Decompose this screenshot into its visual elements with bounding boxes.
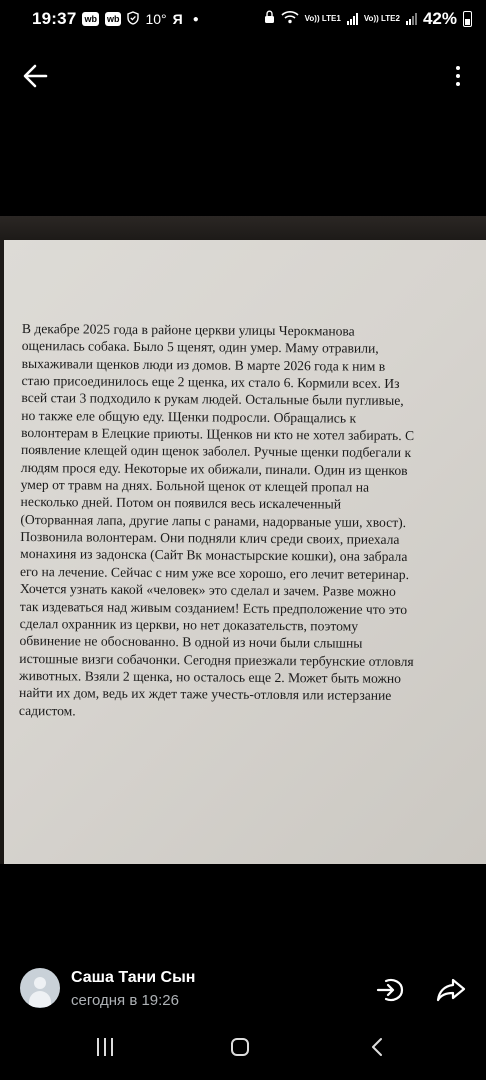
shield-icon: [127, 11, 139, 28]
recent-apps-icon[interactable]: [94, 1038, 116, 1060]
more-vertical-icon: [456, 66, 460, 70]
viewer-toolbar: [0, 52, 486, 96]
letter-line: садистом.: [18, 702, 76, 718]
back-button[interactable]: [20, 60, 52, 92]
signal-icon: [347, 13, 358, 25]
letter-line: умер от травм на днях. Больной щенок от клещей пропал на: [20, 477, 370, 495]
user-avatar-icon[interactable]: [20, 968, 60, 1008]
letter-line: В декабре 2025 года в районе церкви улицы Черокманова: [21, 320, 355, 339]
letter-line: обвинение не обоснованно. В одной из ночи были слышны: [19, 633, 363, 651]
sim1-label: Vo)) LTE1: [304, 14, 341, 23]
system-navigation-bar: [0, 1026, 486, 1076]
letter-line: появление клещей один щенок заболел. Ручные щенки подбегали к: [20, 442, 412, 461]
letter-line: животных. Взяли 2 щенка, но осталось еще 2. Может быть можно: [19, 667, 402, 686]
letter-line: найти их дом, ведь их ждет таже учесть-отловля или истерзание: [19, 685, 392, 704]
more-options-button[interactable]: [450, 60, 466, 92]
letter-line: истошные визги собачонки. Сегодня приезжали тербунские отловля: [19, 650, 414, 669]
sim2-label: Vo)) LTE2: [363, 14, 400, 23]
letter-line: выхаживали щенков люди из домов. В марте 2026 года к ним в: [21, 355, 386, 374]
share-icon: [435, 974, 467, 1006]
paper-sheet: [4, 240, 486, 864]
letter-line: (Оторванная лапа, другие лапы с ранами, надорваные уши, хвост).: [20, 511, 407, 530]
letter-line: его на лечение. Сейчас с ним уже все хорошо, его лечит ветеринар.: [19, 563, 410, 582]
letter-line: сделал охранник из церкви, но нет доказательств, поэтому: [19, 615, 359, 634]
letter-line: Хочется узнать какой «человек» это сделал и зачем. Разве можно: [19, 581, 396, 600]
status-right: [264, 9, 472, 29]
status-left: [32, 9, 199, 29]
battery-percent: 42%: [422, 9, 457, 28]
back-icon[interactable]: [366, 1036, 388, 1058]
wb-badge-icon: wb: [84, 14, 97, 24]
yandex-icon: Я: [172, 11, 183, 27]
home-icon[interactable]: [231, 1038, 249, 1056]
share-button[interactable]: [435, 974, 467, 1006]
lock-icon: [264, 10, 275, 29]
status-temperature: 10°: [145, 11, 167, 27]
author-bar: [0, 964, 486, 1024]
letter-line: волонтерам в Елецкие приюты. Щенков ни кто не хотел забирать. С: [21, 425, 415, 444]
post-date: сегодня в 19:26: [71, 992, 179, 1009]
reply-button[interactable]: [374, 974, 406, 1006]
wb-badge-icon: wb: [106, 14, 120, 24]
letter-line: несколько дней. Потом он появился весь искалеченный: [20, 494, 342, 512]
letter-line: всей стаи 3 подходило к рукам людей. Остальные были пугливые,: [21, 390, 404, 409]
notification-dot-icon: ●: [192, 13, 199, 25]
letter-line: но также еле общую еду. Щенки подросли. Обращались к: [21, 407, 357, 426]
letter-text: [19, 320, 472, 722]
wifi-icon: [281, 10, 299, 29]
letter-line: ощенилась собака. Было 5 щенят, один умер. Маму отравили,: [21, 338, 379, 357]
photo-viewer[interactable]: [0, 216, 486, 864]
reply-icon: [374, 974, 406, 1006]
battery-icon: [463, 11, 472, 27]
letter-line: Позвонила волонтерам. Они подняли клич среди своих, приехала: [20, 529, 400, 548]
letter-line: стаю присоединилось еще 2 щенка, их стало 6. Кормили всех. Из: [21, 373, 400, 391]
letter-line: людям прося еду. Некоторые их обижали, пинали. Один из щенков: [20, 459, 408, 478]
arrow-left-icon: [20, 60, 52, 92]
status-bar: [0, 0, 486, 40]
letter-line: монахиня из задонска (Сайт Вк монастырские кошки), она забрала: [20, 546, 408, 565]
letter-line: так издеваться над живым созданием! Есть предположение что это: [19, 598, 408, 617]
signal-icon: [406, 13, 417, 25]
status-time: 19:37: [32, 9, 77, 28]
author-name[interactable]: Саша Тани Сын: [71, 969, 196, 986]
